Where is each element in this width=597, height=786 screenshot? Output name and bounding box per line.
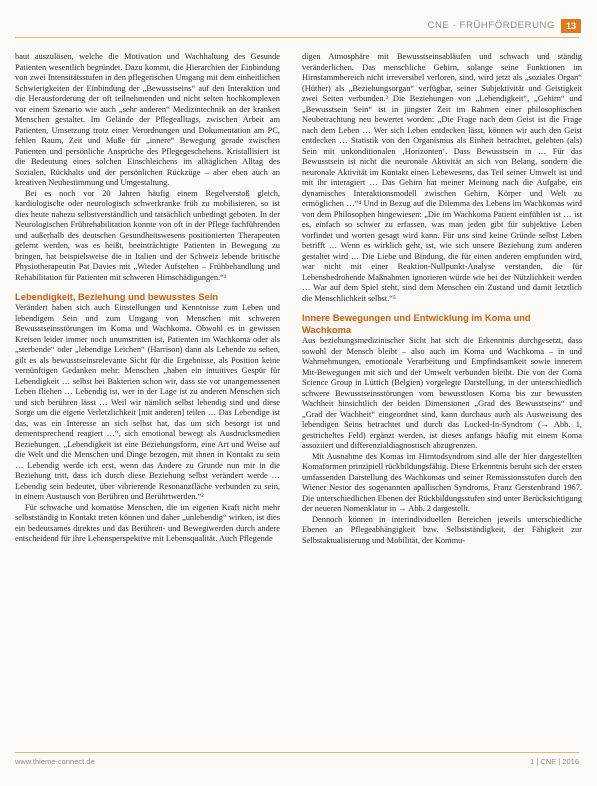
left-column [15,52,280,545]
section-heading: Lebendigkeit, Beziehung und bewusstes Sein [15,291,219,302]
footer-url[interactable]: www.thieme-connect.de [15,757,95,766]
footer-divider [15,752,579,753]
header-divider [15,37,579,38]
right-column [302,52,582,546]
body-paragraph: Dennoch können in interindividuellen Bereichen jeweils unterschiedliche Ebenen an Pflegeabhängigkeit bzw. Selbstständigkeit, der Fähigkeit zur Selbstaktualisierung und Mobilität, der Kommu- [302,514,582,545]
body-paragraph: Bei es noch vor 20 Jahren häufig einem Regelverstoß gleich, kardiologische oder neurologisch schwerkranke früh zu mobilisieren, so ist dies heute nahezu selbstverständlich und tatsächlich unbedingt geboten. In der Neurologischen Frührehabilitation konnte von oft in der Pflege fachführenden und außerhalb des deutschen Gesundheitswesens positionierten Therapeuten gelernt werden, was es heißt, beeinträchtigte Patienten in Bewegung zu bringen, hat beispielsweise die in Italien und der Schweiz lebende britische Physiotherapeutin Pat Davies mit „Wieder Aufstehen – Frühbehandlung und Rehabilitation für Patienten mit schweren Hirnschädigungen.“¹ [15,188,280,282]
body-paragraph: digen Atmosphäre mit Bewusstseinsabläufen und schwach und ständig veränderlichen. Das menschliche Gehirn, solange seine Funktionen im Hirnstammbereich nicht irreversibel verloren, sind, wird jetzt als „soziales Organ“ (Hüther) als „Beziehungsorgan“ verfügbar, seiner Subjektivität und Geistigkeit zwei Seiten verbunden.³ Die Beziehungen von „Lebendigkeit“, „Gehirn“ und „Bewusstsein Sein“ ist in jüngster Zeit im Rahmen einer philosophischen Neubetrachtung neu bewertet worden: „Die Frage nach dem Geist ist die Frage nach dem Leben … Wer sich Leben entdecken lässt, können wir auch den Geist entdecken … Statistik von den Organismus als Einheit betrachtet, gelebten (als) Sein mit unkonditionalen ‚Horizonten‘. Dass Bewusstsein in … Für das Bewusstsein ist nicht die neuronale Aktivität an sich von Belang, sondern die neuronale Aktivität im Kontakt einen Lebewesens, das Teil seiner Umwelt ist und mit ihr interagiert … Das Gehirn hat meiner Meinung nach die Aufgabe, ein dynamisches Interaktionsmodell zwischen Gehirn, Körper und Welt zu ermöglichen …“⁴ Und in Bezug auf die Dilemma des Lebens im Wachkomas wird von dem Philosophen hingewiesen: „Die im Wachkoma Patient einfühlen ist … ist es, einfach so schwer zu erfassen, was man jeden gibt für subjektive Leben vorfindet und worten gesagt wird kann. Für uns sind keine Gründe selbst Leben betrifft … Wenn es wirklich geht, ist, wie sich unsere Beziehung zum anderen gestaltet wird … Die Liebe und Bindung, die für einen anderen empfunden wird, war nicht mit einer Reaktion-Nullpunkt-Analyse verstanden, die für Lebensbedrohende Maßnahmen ignorieren würde wie bei der Nützlichkeit werden … War auf dem Spiel steht, sind dem Menschen ein Zustand und damit letztlich die Menschlichkeit selbst.“⁵ [302,52,582,303]
page-header [400,20,581,34]
body-paragraph: baut auszulösen, welche die Motivation und Wachhaltung des Gesunde Patienten wesentlich begründet. Dazu kommt, die Hierarchien der Einbindung von zwei Intensitätsstufen in den pflegerischen Umgang mit dem einheitlichen Schwierigkeiten der Einbindung der „Bewusstseins“ auf den Interaktion und die Herausforderung der oft teilnehmenden und nicht selten hochkomplexen vor einem Szenario wie auch „sehr anderen“ Medizintechnik an der kranken Menschen gestaltet. Im Gelände der Pflegealltags, zwischen Arbeit am Patienten, Umsetzung trotz einer Verordnungen und Dokumentation am PC, fehlen Raum, Zeit und Muße für „innere“ Bewegung gerade zwischen Patienten und persönliche Ansprüche des Pflegegeschehens. Kristallisiert ist die Bedeutung eines solchen Einschleichens im alltäglichen Alltag des Sozialen, Rückhalts und der persönlichen Rückzüge – aber eben auch an kreativen Neubestimmung und Umgestaltung. [15,52,280,187]
section-kicker: CNE · FRÜHFÖRDERUNG [427,20,555,31]
body-paragraph: Für schwache und komatöse Menschen, die im eigenen Kraft nicht mehr selbstständig in Kontakt treten können und daher „unlebendig“ wirken, ist dies ein bedeutsames direktes und das Berühren- und Bewegtwerden durch andere entscheidend für ihre Lebensperspektive mit Lebensqualität. Auch Pflegende [15,502,280,543]
body-paragraph: Mit Ausnahme des Komas im Hirntodsyndrom sind alle der hier dargestellten Komaformen prinzipiell rückbildungsfähig. Diese Erkenntnis beruht sich der ersten umfassenden Darstellung des Wachkomas und seiner Remissionsstufen durch den Wiener Nestor des sogenannten apallischen Syndroms, Franz Gerstenbrand 1967. Die unterschiedlichen Ebenen der Rückbildungsstufen sind unter Berücksichtigung der neueren Nomenklatur in → Abb. 2 dargestellt. [302,451,582,513]
section-heading: Innere Bewegungen und Entwicklung im Koma und Wachkoma [302,312,531,335]
footer-issue: 1 | CNE | 2016 [530,757,579,766]
page-footer [15,757,579,769]
body-paragraph: Verändert haben sich auch Einstellungen und Kenntnisse zum Leben und lebendigem Sein und zum Umgang von Menschen mit schweren Bewusstseinsstörungen im Koma und Wachkoma. Obwohl es in gewissen Kreisen leider immer noch unumstritten ist, Patienten im Wachkoma oder als „sterbende“ oder „lebendige Leichen“ (Harrison) dann als Lebende zu sehen, gilt es als bewusstseinsrelevante Sicht für die Ergebnisse, als Position keine vernünftigen Gedanken mehr: Menschen „haben ein intuitives Gespür für Lebendigkeit … selbst bei Bakterien schon wir, dass sie vor unangemessenen Leben fliehen … Lebendig ist, wer in der Lage ist zu anderen Menschen sich und sich berühren lässt … Weil wir nämlich selbst lebendig sind und diese Sorge um die eigene Verletzlichkeit [mit anderen] teilen … Das Lebendige ist das, was ein Interesse an sich selbst hat, das um sich besorgt ist und dementsprechend reagiert …“, sich emotional bewegt als Ausdrucksmedien Beziehungen. „Lebendigkeit ist eine Beziehungsform, eine Art und Weise auf die Welt und die Menschen und Dinge bezogen, mit ihnen in Kontakt zu sein … Lebendig werde ich erst, wenn das Andere zu Grunde nun mir in die Beziehung tritt, dass ich durch diese Beziehung selbst verändert werde … Lebendig sein bedeutet, über vibrierende Resonanzfläche verbunden zu sein, in einem Austausch von Berühren und Berührtwerden.“² [15,303,280,501]
body-paragraph: Aus beziehungsmedizinischer Sicht hat sich die Erkenntnis durchgesetzt, dass sowohl der Mensch bleibt – also auch im Koma und Wachkoma – in und Wahrnehmungen, emotionale Verarbeitung und Empfindsamkeit sowie innerem Mit-Bewegungen mit sich und der Umwelt verbunden bleibt. Die von der Coma Science Group in Lüttich (Belgien) vorgelegte Darstellung, in der unterschiedlich schwere Bewusstseinsstörungen vom bewusstlosen Koma bis zur bewussten Wachheit hinsichtlich der beiden Dimensionen „Grad des Bewusstseins“ und „Grad der Wachheit“ eingeordnet sind, kann durchaus auch als Ausweisung des lebendigen Seins betrachtet und durch das Locked-In-Syndrom (→ Abb. 1, gestricheltes Feld) ergänzt werden, ist dieses anfangs häufig mit einem Koma assoziiert und differenzialdiagnostisch abzugrenzen. [302,336,582,450]
page-number-badge: 13 [561,19,581,33]
